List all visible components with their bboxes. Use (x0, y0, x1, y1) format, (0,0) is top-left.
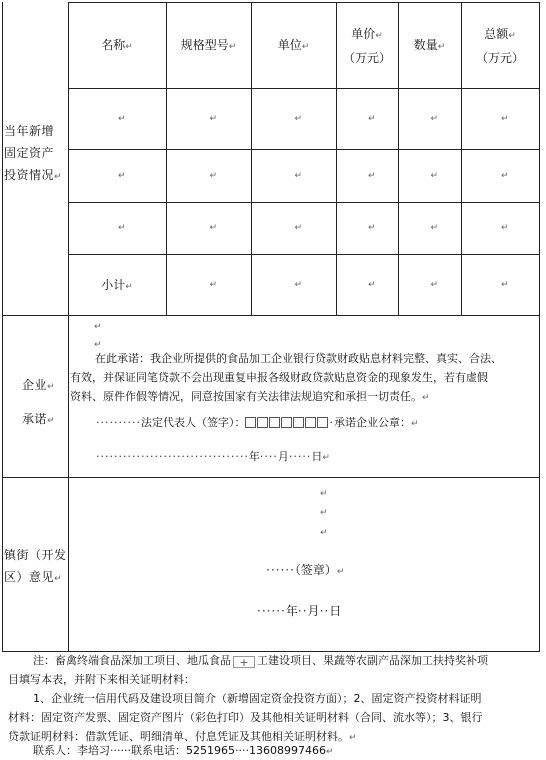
note-line-4: 材料：固定资产发票、固定资产图片（彩色打印）及其他相关证明材料（合同、流水等）；3、银行 (8, 711, 483, 724)
para-mark: ↵ (54, 172, 63, 182)
para-mark: ↵ (320, 508, 328, 518)
commitment-text-line1: 在此承诺：我企业所提供的食品加工企业银行贷款财政贴息材料完整、真实、合法、 (95, 352, 502, 365)
para-mark: ↵ (294, 170, 303, 181)
row-line-header (68, 88, 539, 89)
para-mark: ↵ (209, 113, 218, 124)
header-unit-price-line2: （万元） (342, 51, 391, 65)
seal-label: （签章） (294, 563, 337, 577)
commitment-text-line2: 有效，并保证同笔贷款不会出现重复申报各级财政贷款贴息资金的现象发生，若有虚假 (70, 371, 488, 384)
para-mark: ↵ (294, 279, 303, 290)
para-mark: ↵ (430, 170, 439, 181)
section-line-2 (2, 477, 539, 478)
para-mark: ↵ (209, 223, 218, 233)
para-mark: ↵ (501, 170, 509, 181)
opinion-signature-line: ······（签章）↵ (266, 563, 345, 577)
section1-line2: 固定资产 (4, 146, 55, 160)
company-seal-label: 承诺企业公章： (333, 416, 411, 429)
table-add-row-handle[interactable]: + (233, 656, 255, 668)
section1-line3: 投资情况↵ (4, 168, 63, 182)
header-unit-text: 单位 (277, 38, 302, 52)
signature-boxes (245, 413, 329, 432)
header-unit-price-line1: 单价↵ (351, 27, 383, 41)
para-mark: ↵ (209, 279, 218, 290)
subtotal-text: 小计 (101, 278, 126, 292)
para-mark: ↵ (118, 170, 126, 181)
para-mark: ↵ (118, 223, 126, 233)
commitment-label-line2: 承诺↵ (22, 412, 56, 426)
para-mark: ↵ (430, 279, 439, 290)
para-mark: ↵ (294, 113, 303, 124)
section-township-opinion-label (4, 544, 67, 588)
header-quantity-text: 数量 (413, 38, 438, 52)
para-mark: ↵ (430, 113, 439, 124)
row-line-1 (68, 149, 539, 150)
row-line-3 (68, 254, 539, 255)
section-commitment-label (22, 368, 55, 436)
opinion-label-line1: 镇街（开发 (4, 548, 67, 562)
header-total (461, 22, 539, 70)
note-line-3: 1、企业统一信用代码及建设项目简介（新增固定资金投资方面）；2、固定资产投资材料证明 (33, 692, 482, 705)
opinion-label-line2: 区）意见↵ (4, 570, 63, 584)
table-left-border (2, 2, 3, 652)
table-right-border (539, 2, 540, 652)
section1-line1: 当年新增 (4, 124, 55, 138)
note-line-2: 目填写本表，并附下来相关证明材料： (8, 673, 195, 686)
header-unit-price (336, 22, 398, 70)
para-mark: ↵ (368, 170, 376, 181)
para-mark: ↵ (301, 42, 310, 52)
para-mark: ↵ (118, 113, 126, 124)
commitment-date-line: ··································年····月·····日↵ (96, 450, 330, 463)
header-quantity (398, 37, 461, 53)
legal-rep-signature-line: ··········法定代表人（签字）： ·承诺企业公章：↵ (96, 413, 419, 432)
para-mark: ↵ (368, 223, 376, 233)
legal-rep-label: 法定代表人（签字）： (140, 416, 246, 429)
para-mark: ↵ (228, 42, 237, 52)
header-name-text: 名称 (101, 38, 126, 52)
label-column-line (68, 2, 69, 652)
para-mark: ↵ (375, 31, 383, 41)
para-mark: ↵ (501, 223, 509, 233)
para-mark: ↵ (209, 170, 218, 181)
note-line-1: 注：畜禽终端食品深加工项目、地瓜食品 + 工建设项目、果蔬等农副产品深加工扶持奖补项 (33, 654, 488, 669)
section-line-1 (2, 315, 539, 316)
header-total-line2: （万元） (475, 51, 524, 65)
para-mark: ↵ (508, 31, 516, 41)
para-mark: ↵ (94, 322, 102, 332)
header-spec (166, 37, 251, 53)
opinion-date-line: ······年··月··日 (257, 604, 342, 618)
para-mark: ↵ (125, 282, 133, 292)
header-unit (251, 37, 336, 53)
row-line-2 (68, 202, 539, 203)
note-line-5: 贷款证明材料：借款凭证、明细清单、付息凭证及其他相关证明材料。↵ (8, 730, 357, 743)
subtotal-label (68, 277, 166, 293)
para-mark: ↵ (501, 113, 509, 124)
para-mark: ↵ (125, 42, 133, 52)
para-mark: ↵ (501, 279, 509, 290)
section-new-investment-label (4, 120, 62, 186)
header-name (68, 37, 166, 53)
commitment-text-line3: 资料、原件作假等情况，同意按国家有关法律法规追究和承担一切责任。↵ (70, 390, 430, 403)
para-mark: ↵ (430, 223, 439, 233)
para-mark: ↵ (320, 489, 328, 499)
para-mark: ↵ (368, 113, 376, 124)
commitment-label-line1: 企业↵ (22, 378, 56, 392)
table-top-border (68, 2, 539, 3)
contact-line: 联系人：李培习······联系电话：5251965····13608997466↵ (33, 744, 334, 757)
header-spec-text: 规格型号 (180, 38, 229, 52)
para-mark: ↵ (294, 223, 303, 233)
para-mark: ↵ (437, 42, 446, 52)
header-total-line1: 总额↵ (484, 27, 516, 41)
para-mark: ↵ (320, 528, 328, 538)
para-mark: ↵ (94, 340, 102, 350)
para-mark: ↵ (368, 279, 376, 290)
